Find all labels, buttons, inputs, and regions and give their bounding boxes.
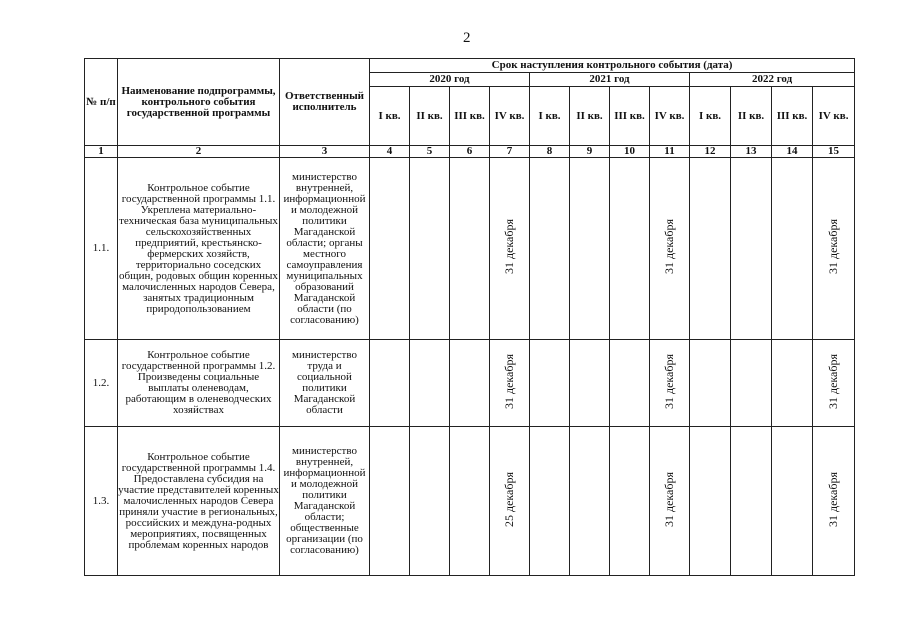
date-cell [530,427,570,576]
date-cell [570,340,610,427]
table-row [85,340,855,427]
column-index: 10 [610,146,650,158]
header-quarter: III кв. [450,87,490,146]
page-number: 2 [463,30,471,46]
responsible-executor: министерство внутренней, информационной и молодежной политики Магаданской области; органы местного самоуправления муниципальных образований Магаданской области (по согласованию) [280,158,370,340]
column-index: 3 [280,146,370,158]
date-cell: 31 декабря [813,340,855,427]
date-cell [690,158,731,340]
date-cell: 31 декабря [813,158,855,340]
row-number: 1.1. [85,158,118,340]
header-quarter: II кв. [410,87,450,146]
column-index: 14 [772,146,813,158]
table-row [85,427,855,576]
date-cell [530,340,570,427]
date-cell: 31 декабря [490,340,530,427]
date-cell [731,427,772,576]
date-cell [772,427,813,576]
date-cell [370,427,410,576]
event-description: Контрольное событие государственной программы 1.4. Предоставлена субсидия на участие представителей коренных малочисленных народов Севера приняли участие в региональных, российских и междуна-родных мероприятиях, посвященных проблемам коренных народов [118,427,280,576]
row-number: 1.2. [85,340,118,427]
date-cell [610,158,650,340]
date-cell [690,427,731,576]
header-name: Наименование подпрограммы, контрольного события государственной программы [118,59,280,146]
header-deadline-group: Срок наступления контрольного события (дата) [370,59,855,73]
event-description: Контрольное событие государственной программы 1.1. Укреплена материально-техническая база муниципальных сельскохозяйственных предприятий, крестьянско-фермерских хозяйств, территориально соседских общин, родовых общин коренных малочисленных народов Севера, занятых традиционным природопользованием [118,158,280,340]
date-cell: 31 декабря [650,427,690,576]
column-index: 1 [85,146,118,158]
header-responsible: Ответственный исполнитель [280,59,370,146]
date-cell [410,158,450,340]
date-cell [610,427,650,576]
responsible-executor: министерство труда и социальной политики Магаданской области [280,340,370,427]
date-cell [570,158,610,340]
date-cell [450,340,490,427]
column-index: 6 [450,146,490,158]
header-quarter: IV кв. [490,87,530,146]
date-cell [530,158,570,340]
header-quarter: I кв. [530,87,570,146]
date-cell: 25 декабря [490,427,530,576]
table-row [85,158,855,340]
column-index: 8 [530,146,570,158]
header-quarter: IV кв. [813,87,855,146]
header-year-2022: 2022 год [690,73,855,87]
date-cell [772,158,813,340]
header-quarter: I кв. [370,87,410,146]
date-cell [410,427,450,576]
date-cell [731,340,772,427]
column-index-row [85,146,855,158]
date-cell [450,427,490,576]
date-cell [370,158,410,340]
column-index: 15 [813,146,855,158]
header-quarter: IV кв. [650,87,690,146]
header-num: № п/п [85,59,118,146]
column-index: 5 [410,146,450,158]
date-cell [772,340,813,427]
header-quarter: I кв. [690,87,731,146]
date-cell [690,340,731,427]
control-events-table [84,58,855,576]
column-index: 7 [490,146,530,158]
date-cell [731,158,772,340]
header-quarter: III кв. [772,87,813,146]
date-cell [570,427,610,576]
date-cell: 31 декабря [650,340,690,427]
date-cell [370,340,410,427]
date-cell [450,158,490,340]
date-cell [410,340,450,427]
date-cell: 31 декабря [650,158,690,340]
column-index: 9 [570,146,610,158]
date-cell: 31 декабря [490,158,530,340]
date-cell: 31 декабря [813,427,855,576]
header-quarter: II кв. [570,87,610,146]
event-description: Контрольное событие государственной программы 1.2. Произведены социальные выплаты оленеводам, работающим в оленеводческих хозяйствах [118,340,280,427]
column-index: 12 [690,146,731,158]
row-number: 1.3. [85,427,118,576]
column-index: 2 [118,146,280,158]
column-index: 13 [731,146,772,158]
date-cell [610,340,650,427]
header-year-2021: 2021 год [530,73,690,87]
header-quarter: III кв. [610,87,650,146]
header-quarter: II кв. [731,87,772,146]
column-index: 4 [370,146,410,158]
responsible-executor: министерство внутренней, информационной и молодежной политики Магаданской области; общественные организации (по согласованию) [280,427,370,576]
column-index: 11 [650,146,690,158]
header-year-2020: 2020 год [370,73,530,87]
